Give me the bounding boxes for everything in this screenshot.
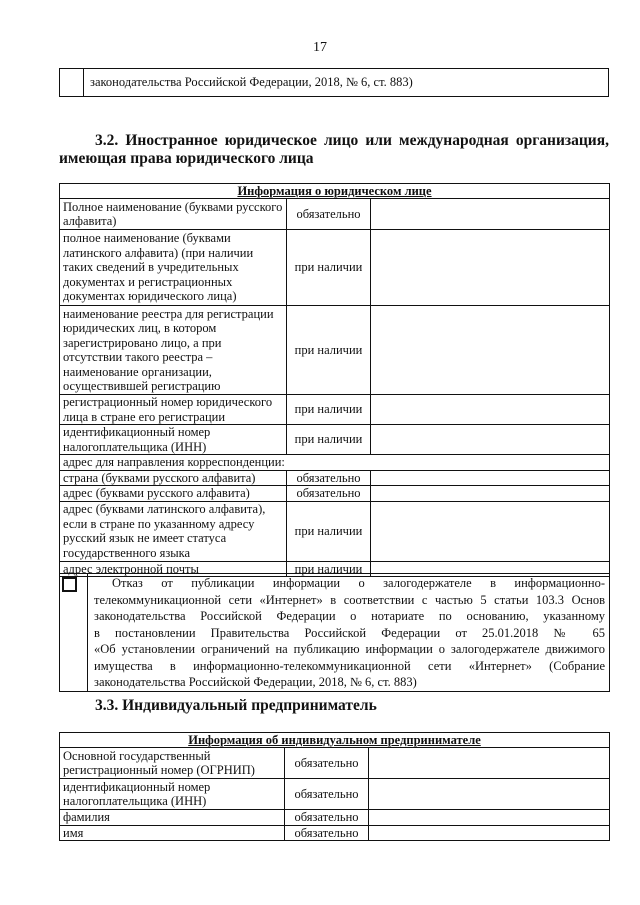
top-fragment-box — [59, 68, 609, 97]
row-label: страна (буквами русского алфавита) — [60, 470, 287, 486]
table-row — [60, 825, 610, 841]
entrepreneur-table — [59, 732, 610, 841]
row-requirement: при наличии — [287, 395, 371, 425]
row-value-field[interactable] — [371, 199, 610, 230]
table-row — [60, 470, 610, 486]
row-requirement: обязательно — [285, 748, 369, 779]
table-row — [60, 748, 610, 779]
row-label: идентификационный номер налогоплательщика (ИНН) — [60, 779, 285, 810]
publication-refusal-box — [59, 573, 610, 692]
row-requirement: обязательно — [287, 199, 371, 230]
row-requirement: при наличии — [287, 501, 371, 561]
table-row — [60, 501, 610, 561]
row-requirement: при наличии — [287, 561, 371, 577]
row-value-field[interactable] — [369, 748, 610, 779]
address-section-header: адрес для направления корреспонденции: — [60, 455, 610, 471]
section-3-2-heading-line2: имеющая права юридического лица — [59, 150, 314, 167]
notice-line: телекоммуникационной сети «Интернет» в соответствии с частью 5 статьи 103.3 Основ — [94, 592, 605, 607]
row-requirement: при наличии — [287, 230, 371, 306]
row-value-field[interactable] — [371, 306, 610, 395]
row-label: регистрационный номер юридического лица в стране его регистрации — [60, 395, 287, 425]
row-label: полное наименование (буквами латинского алфавита) (при наличии таких сведений в учредительных документах и регистрационных документах юридического лица) — [60, 230, 287, 306]
row-label: адрес (буквами латинского алфавита), если в стране по указанному адресу русский язык не имеет статуса государственного языка — [60, 501, 287, 561]
page-number: 17 — [313, 40, 327, 55]
notice-line: законодательства Российской Федерации, 2018, № 6, ст. 883) — [94, 675, 417, 689]
table-row — [60, 306, 610, 395]
refusal-notice-text — [88, 574, 610, 692]
row-label: Основной государственный регистрационный номер (ОГРНИП) — [60, 748, 285, 779]
notice-line: «Об установлении ограничений на публикацию информации о залогодержателе движимого — [94, 642, 605, 656]
notice-line: в постановлении Правительства Российской Федерации от 25.01.2018 № 65 — [94, 625, 605, 640]
row-value-field[interactable] — [371, 395, 610, 425]
table-row — [60, 486, 610, 502]
row-label: идентификационный номер налогоплательщика (ИНН) — [60, 425, 287, 455]
entrepreneur-table-title: Информация об индивидуальном предпринимателе — [60, 733, 610, 748]
row-value-field[interactable] — [371, 501, 610, 561]
refusal-checkbox[interactable] — [62, 577, 77, 592]
row-requirement: при наличии — [287, 306, 371, 395]
notice-line: Отказ от публикации информации о залогодержателе в информационно- — [112, 576, 605, 590]
row-value-field[interactable] — [369, 810, 610, 826]
row-label: имя — [60, 825, 285, 841]
section-3-3-heading: 3.3. Индивидуальный предприниматель — [95, 697, 377, 714]
row-value-field[interactable] — [371, 230, 610, 306]
row-value-field[interactable] — [369, 779, 610, 810]
row-label: Полное наименование (буквами русского алфавита) — [60, 199, 287, 230]
row-label: адрес (буквами русского алфавита) — [60, 486, 287, 502]
row-value-field[interactable] — [369, 825, 610, 841]
notice-line: законодательства Российской Федерации о нотариате по основанию, указанному — [94, 609, 605, 623]
row-requirement: обязательно — [285, 779, 369, 810]
table-row — [60, 199, 610, 230]
row-label: фамилия — [60, 810, 285, 826]
table-row — [60, 395, 610, 425]
legal-entity-table — [59, 183, 610, 577]
section-3-2-heading-line1: 3.2. Иностранное юридическое лицо или международная организация, — [95, 132, 609, 149]
row-label: наименование реестра для регистрации юридических лиц, в котором зарегистрировано лицо, а при отсутствии такого реестра – наименование организации, осуществившей регистрацию — [60, 306, 287, 395]
legal-entity-table-title: Информация о юридическом лице — [60, 184, 610, 199]
row-requirement: обязательно — [285, 810, 369, 826]
notice-line: имущества в информационно-телекоммуникационной сети «Интернет» (Собрание — [94, 658, 605, 673]
row-requirement: обязательно — [287, 470, 371, 486]
row-requirement: при наличии — [287, 425, 371, 455]
top-fragment-checkbox-cell — [60, 69, 84, 97]
top-fragment-text: законодательства Российской Федерации, 2018, № 6, ст. 883) — [84, 69, 609, 97]
section-3-2-heading — [59, 132, 609, 168]
table-row — [60, 779, 610, 810]
row-requirement: обязательно — [287, 486, 371, 502]
row-requirement: обязательно — [285, 825, 369, 841]
row-value-field[interactable] — [371, 486, 610, 502]
row-label: адрес электронной почты — [60, 561, 287, 577]
table-row — [60, 230, 610, 306]
row-value-field[interactable] — [371, 470, 610, 486]
refusal-checkbox-cell — [60, 574, 88, 692]
row-value-field[interactable] — [371, 425, 610, 455]
table-row — [60, 425, 610, 455]
table-row — [60, 810, 610, 826]
